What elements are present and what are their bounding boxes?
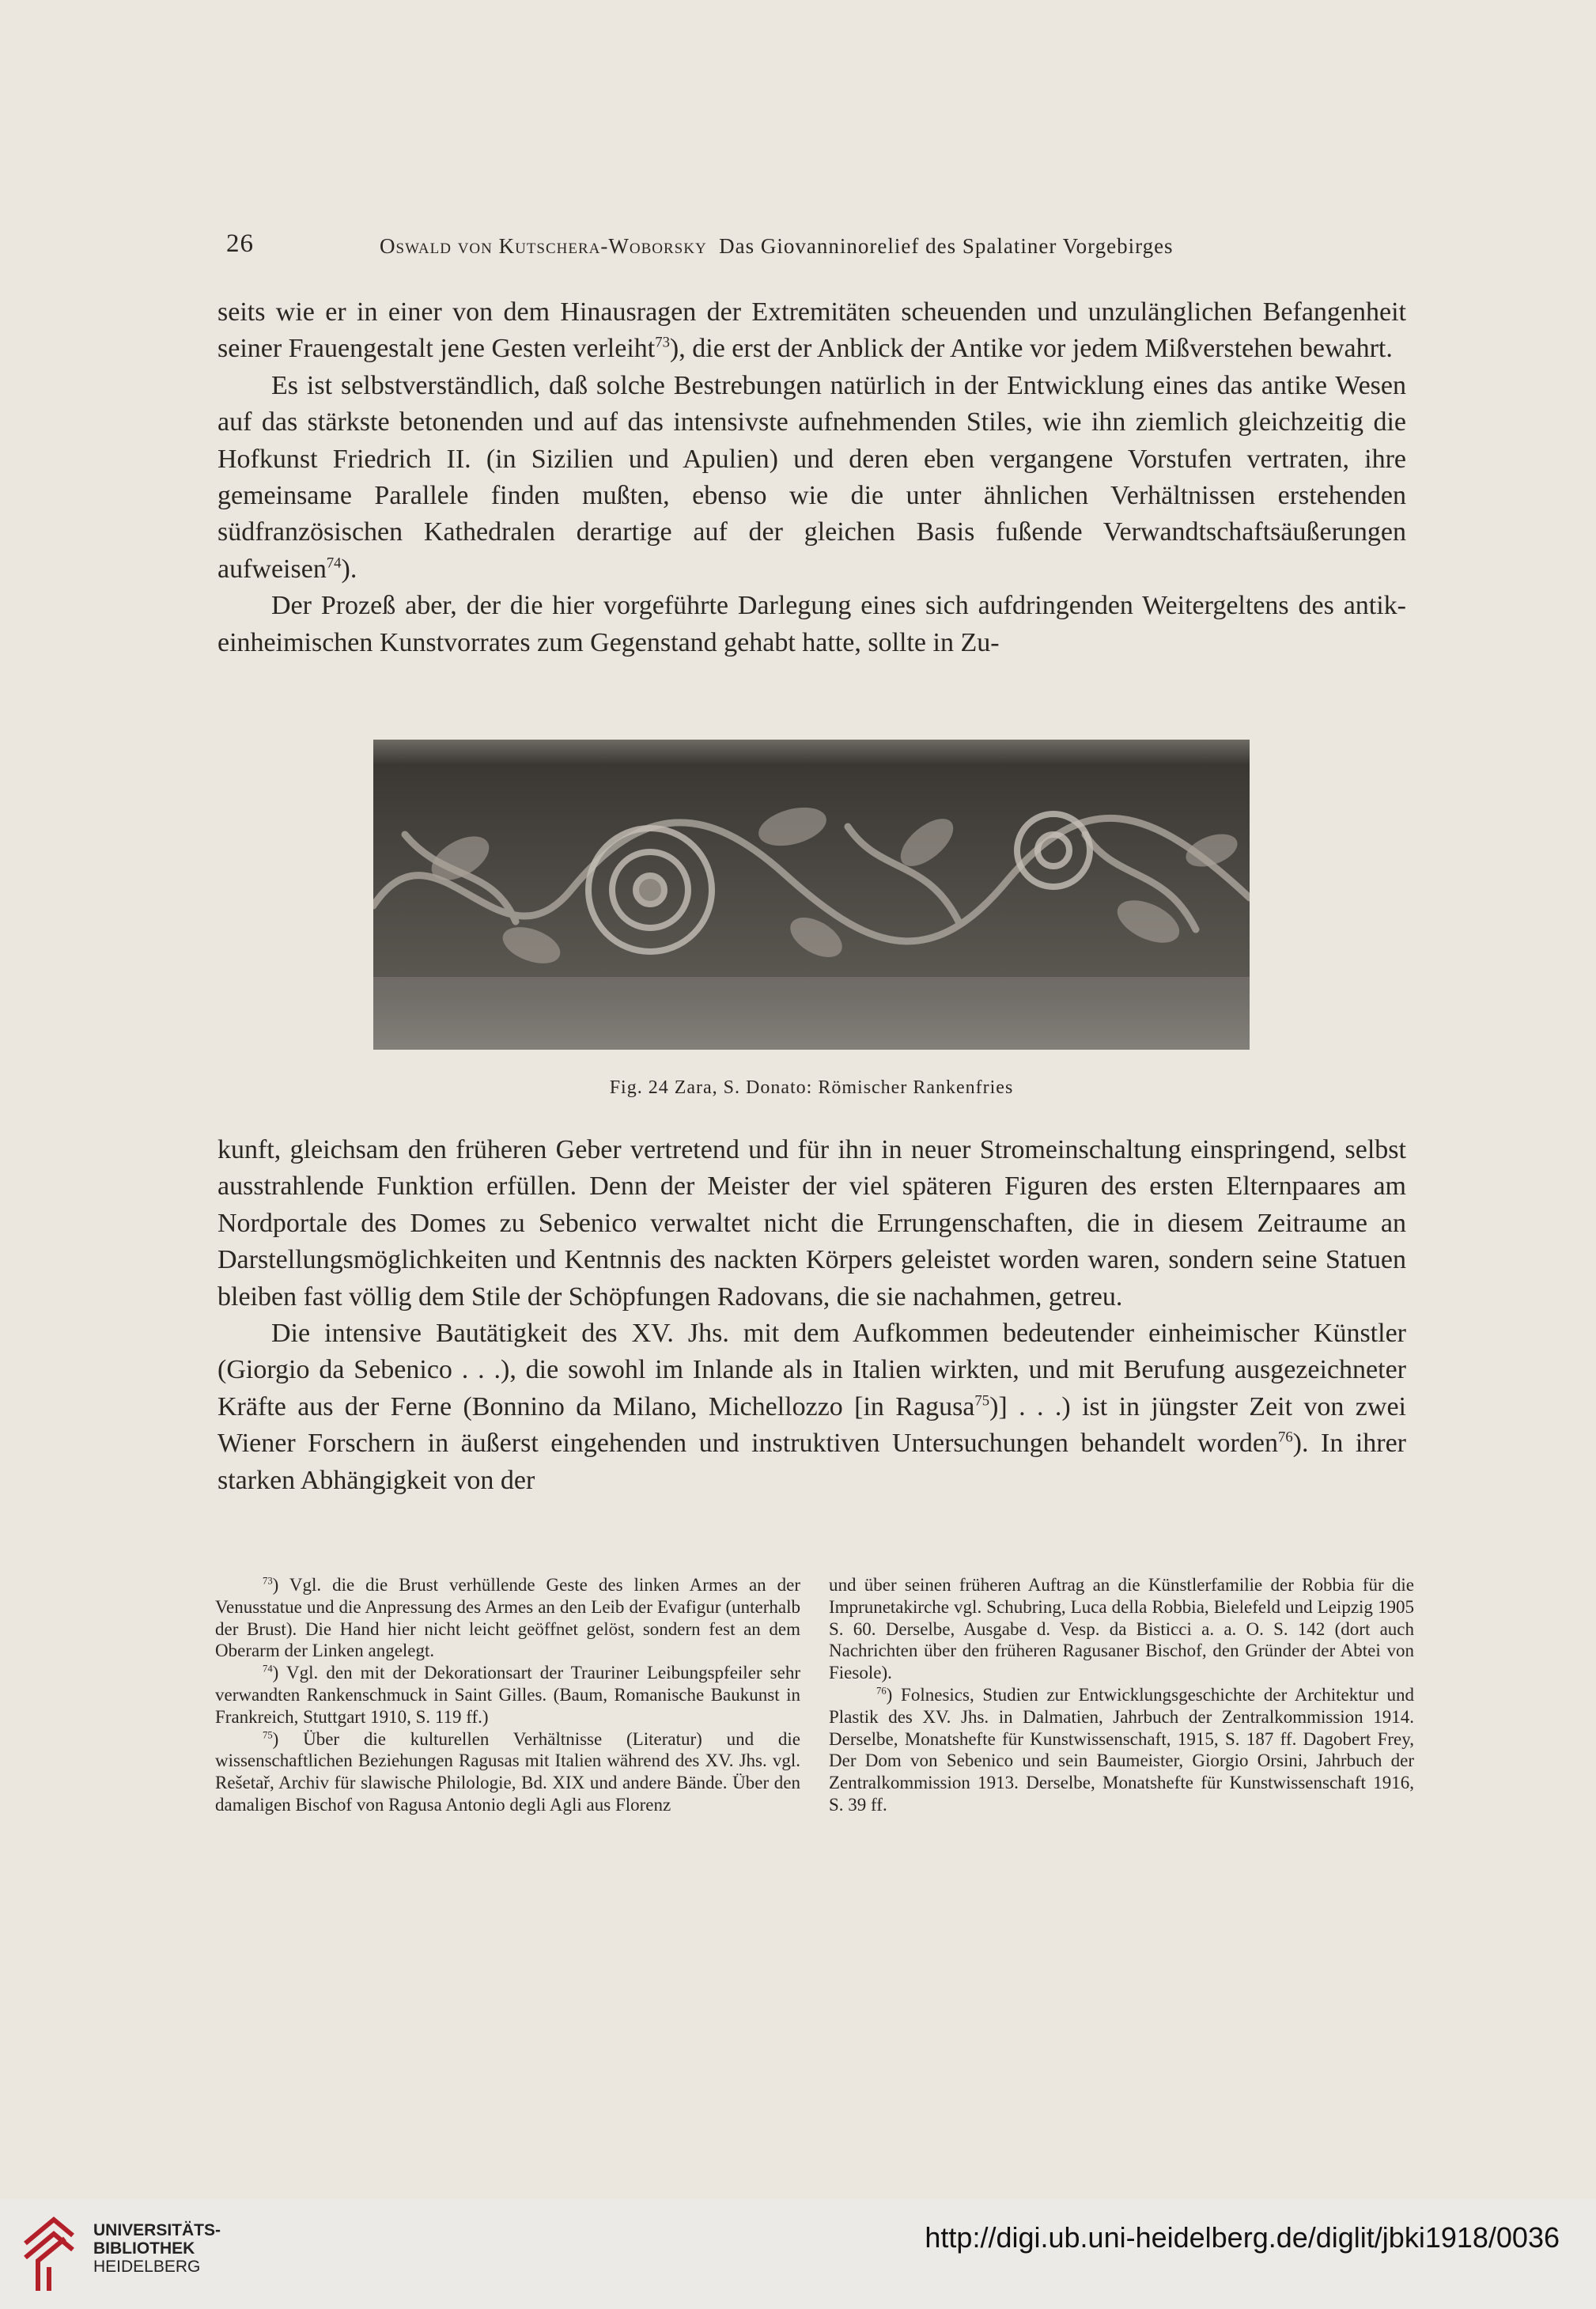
header-title: Das Giovanninorelief des Spalatiner Vorgebirges bbox=[719, 234, 1174, 258]
paragraph: Es ist selbstverständlich, daß solche Bestrebungen natürlich in der Entwicklung eines das antike Wesen auf das stärkste betonenden und auf das intensivste aufnehmenden Stiles, wie ihn ziemlich gleichzeitig die Hofkunst Friedrich II. (in Sizilien und Apulien) und deren eben vergangene Vorstufen vertraten, ihre gemeinsame Parallele finden mußten, ebenso wie die unter ähnlichen Verhältnissen erstehenden südfranzösischen Kathedralen derartige auf der gleichen Basis fußende Verwandtschaftsäußerungen aufweisen$^{74}$). bbox=[217, 370, 1406, 584]
footnote-ref[interactable]: 74 bbox=[326, 555, 342, 572]
paragraph: Der Prozeß aber, der die hier vorgeführte Darlegung eines sich aufdringenden Weitergeltens des antik-einheimischen Kunstvorrates zum Gegenstand gehabt hatte, sollte in Zu- bbox=[217, 591, 1406, 657]
body-text-top bbox=[217, 294, 1406, 661]
footnote: $^{73}$) Vgl. die die Brust verhüllende Geste des linken Armes an der Venusstatue und die Anpressung des Armes an den Leib der Evafigur (unterhalb der Brust). Die Hand hier nicht leicht geöffnet gelöst, sondern fest an dem Oberarm der Linken angelegt. bbox=[215, 1575, 800, 1661]
footnote-ref[interactable]: 76 bbox=[1277, 1429, 1293, 1446]
footnote: $^{74}$) Vgl. den mit der Dekorationsart der Trauriner Leibungspfeiler sehr verwandten Rankenschmuck in Saint Gilles. (Baum, Romanische Baukunst in Frankreich, Stuttgart 1910, S. 119 ff.) bbox=[215, 1663, 800, 1727]
footnote-ref[interactable]: 75 bbox=[974, 1392, 990, 1410]
paragraph: seits wie er in einer von dem Hinausragen der Extremitäten scheuenden und unzulänglichen Befangenheit seiner Frauengestalt jene Gesten verleiht$^{73}$), die erst der Anblick der Antike vor jedem Mißverstehen bewahrt. bbox=[217, 297, 1406, 364]
paragraph: Die intensive Bautätigkeit des XV. Jhs. mit dem Aufkommen bedeutender einheimischer Künstler (Giorgio da Sebenico . . .), die sowohl im Inlande als in Italien wirkten, und mit Berufung ausgezeichneter Kräfte aus der Ferne (Bonnino da Milano, Michellozzo [in Ragusa$^{75}$)] . . .) ist in jüngster Zeit von zwei Wiener Forschern in äußerst eingehenden und instruktiven Untersuchungen behandelt worden$^{76}$). In ihrer starken Abhängigkeit von der bbox=[217, 1319, 1406, 1495]
library-logo-icon[interactable] bbox=[17, 2212, 81, 2294]
footnote: $^{75}$) Über die kulturellen Verhältnisse (Literatur) und die wissenschaftlichen Beziehungen Ragusas mit Italien während des XV. Jhs. vgl. Rešetař, Archiv für slawische Philologie, Bd. XIX und andere Bände. Über den damaligen Bischof von Ragusa Antonio degli Agli aus Florenz bbox=[215, 1728, 800, 1815]
running-header bbox=[214, 229, 1258, 269]
footnote: $^{76}$) Folnesics, Studien zur Entwicklungsgeschichte der Architektur und Plastik des XV. Jhs. in Dalmatien, Jahrbuch der Zentralkommission 1914. Derselbe, Monatshefte für Kunstwissenschaft, 1915, S. 187 ff. Dagobert Frey, Der Dom von Sebenico und sein Baumeister, Giorgio Orsini, Jahrbuch der Zentralkommission 1913. Derselbe, Monatshefte für Kunstwissenschaft 1916, S. 39 ff. bbox=[829, 1684, 1414, 1815]
header-text bbox=[380, 234, 1174, 259]
body-text-bottom bbox=[217, 1132, 1406, 1499]
paragraph: kunft, gleichsam den früheren Geber vertretend und für ihn in neuer Stromeinschaltung einspringend, selbst ausstrahlende Funktion erfüllen. Denn der Meister der viel späteren Figuren des ersten Elternpaares am Nordportale des Domes zu Sebenico verwaltet nicht die Errungenschaften, die in diesem Zeitraume an Darstellungsmöglichkeiten und Kentnnis des nackten Körpers geleistet worden waren, sondern seine Statuen bleiben fast völlig dem Stile der Schöpfungen Radovans, die sie nachahmen, getreu. bbox=[217, 1135, 1406, 1312]
permalink-url[interactable]: http://digi.ub.uni-heidelberg.de/diglit/jbki1918/0036 bbox=[925, 2221, 1560, 2254]
page-number: 26 bbox=[226, 229, 254, 258]
figure-rankenfries-image bbox=[373, 740, 1250, 1050]
footnote-continuation: und über seinen früheren Auftrag an die Künstlerfamilie der Robbia für die Imprunetakirche vgl. Schubring, Luca della Robbia, Bielefeld und Leipzig 1905 S. 60. Derselbe, Ausgabe d. Vesp. da Bisticci a. a. O. S. 142 (dort auch Nachrichten über den früheren Ragusaner Bischof, den Gründer der Abtei von Fiesole). bbox=[829, 1575, 1414, 1683]
header-author: Oswald von Kutschera-Woborsky bbox=[380, 234, 707, 258]
library-name: UNIVERSITÄTS- BIBLIOTHEK HEIDELBERG bbox=[93, 2221, 221, 2276]
figure-caption: Fig. 24 Zara, S. Donato: Römischer Rankenfries bbox=[609, 1077, 1014, 1098]
footnote-ref[interactable]: 73 bbox=[655, 335, 670, 352]
footnotes-left-column bbox=[215, 1574, 800, 1816]
footnotes-right-column bbox=[829, 1574, 1414, 1816]
